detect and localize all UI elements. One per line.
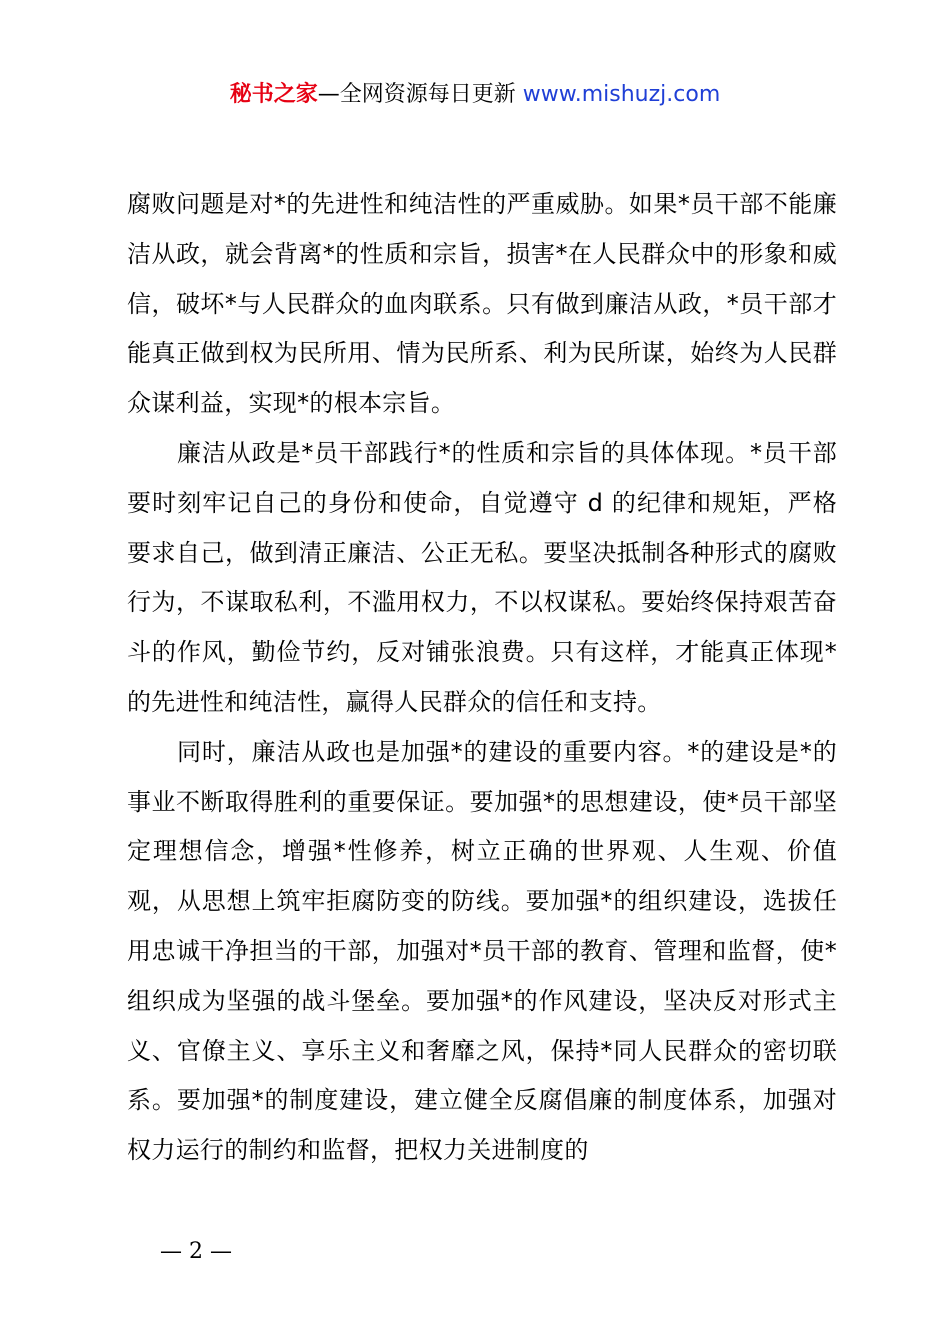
site-brand: 秘书之家 (229, 82, 318, 107)
paragraph-3: 同时，廉洁从政也是加强*的建设的重要内容。*的建设是*的事业不断取得胜利的重要保证。要加强*的思想建设，使*员干部坚定理想信念，增强*性修养，树立正确的世界观、人生观、价值观，从思想上筑牢拒腐防变的防线。要加强*的组织建设，选拔任用忠诚干净担当的干部，加强对*员干部的教育、管理和监督，使*组织成为坚强的战斗堡垒。要加强*的作风建设，坚决反对形式主义、官僚主义、享乐主义和奢靡之风，保持*同人民群众的密切联系。要加强*的制度建设，建立健全反腐倡廉的制度体系，加强对权力运行的制约和监督，把权力关进制度的 (127, 737, 837, 1165)
document-body (127, 180, 837, 1176)
page-number: — 2 — (160, 1239, 232, 1264)
header-tagline: 全网资源每日更新 (339, 82, 523, 107)
header-separator: — (317, 82, 340, 107)
site-header (0, 80, 950, 110)
site-url-link[interactable]: www.mishuzj.com (522, 82, 721, 107)
paragraph-1: 腐败问题是对*的先进性和纯洁性的严重威胁。如果*员干部不能廉洁从政，就会背离*的性质和宗旨，损害*在人民群众中的形象和威信，破坏*与人民群众的血肉联系。只有做到廉洁从政，*员干部才能真正做到权为民所用、情为民所系、利为民所谋，始终为人民群众谋利益，实现*的根本宗旨。 (127, 190, 837, 418)
paragraph-2: 廉洁从政是*员干部践行*的性质和宗旨的具体体现。*员干部要时刻牢记自己的身份和使命，自觉遵守 d 的纪律和规矩，严格要求自己，做到清正廉洁、公正无私。要坚决抵制各种形式的腐败行为，不谋取私利，不滥用权力，不以权谋私。要始终保持艰苦奋斗的作风，勤俭节约，反对铺张浪费。只有这样，才能真正体现*的先进性和纯洁性，赢得人民群众的信任和支持。 (127, 438, 837, 716)
